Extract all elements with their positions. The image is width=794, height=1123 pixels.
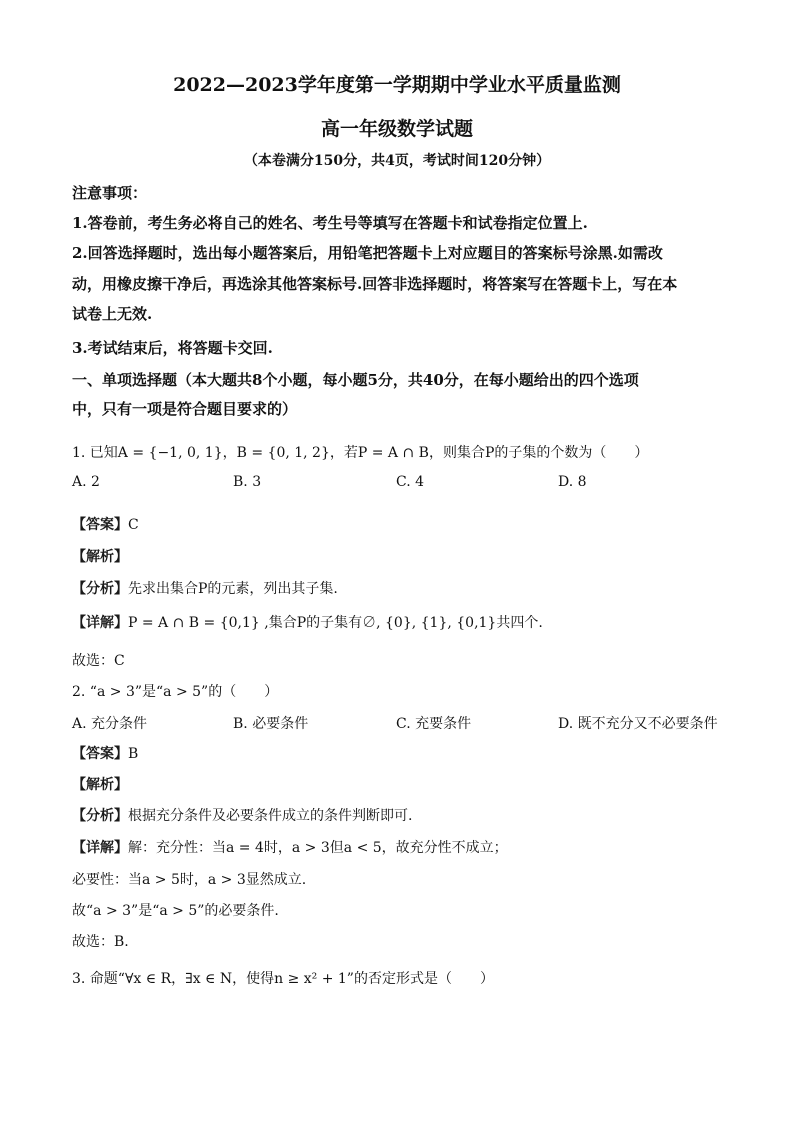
notice-item-2-line2: 动，用橡皮擦干净后，再选涂其他答案标号.回答非选择题时，将答案写在答题卡上，写在本 <box>72 275 678 293</box>
question-2-option-c: C. 充要条件 <box>396 716 472 732</box>
analysis-tag: 【解析】 <box>72 777 128 793</box>
question-3-stem: 3. 命题“∀x ∈ R，∃x ∈ N，使得n ≥ x² + 1”的否定形式是（ ） <box>72 971 494 987</box>
question-2-choose: 故选：B. <box>72 934 129 950</box>
answer-value: C <box>128 517 139 533</box>
fenxi-text: 先求出集合P的元素，列出其子集. <box>128 581 338 597</box>
question-1-detail <box>72 612 543 632</box>
notice-heading: 注意事项： <box>72 184 148 202</box>
fenxi-text: 根据充分条件及必要条件成立的条件判断即可. <box>128 808 413 824</box>
answer-tag: 【答案】 <box>72 517 128 533</box>
question-1-choose: 故选：C <box>72 653 125 669</box>
notice-item-2-line1: 2.回答选择题时，选出每小题答案后，用铅笔把答题卡上对应题目的答案标号涂黑.如需改 <box>72 244 663 262</box>
page-subtitle: 高一年级数学试题 <box>320 118 473 140</box>
question-1-analysis-tag <box>72 546 128 566</box>
question-1-stem: 1. 已知A = {−1, 0, 1}，B = {0, 1, 2}，若P = A ∩ B，则集合P的子集的个数为（ ） <box>72 445 649 461</box>
question-2-line3: 故“a > 3”是“a > 5”的必要条件. <box>72 903 279 919</box>
notice-item-2-line3: 试卷上无效. <box>72 305 153 323</box>
question-1-option-b: B. 3 <box>233 474 262 490</box>
question-2-fenxi <box>72 805 412 825</box>
notice-item-3: 3.考试结束后，将答题卡交回. <box>72 339 273 357</box>
detail-tag: 【详解】 <box>72 615 128 631</box>
answer-value: B <box>128 746 139 762</box>
exam-info: （本卷满分150分，共4页，考试时间120分钟） <box>243 153 551 169</box>
page-title: 2022—2023学年度第一学期期中学业水平质量监测 <box>173 74 621 96</box>
fenxi-tag: 【分析】 <box>72 581 128 597</box>
question-1-option-c: C. 4 <box>396 474 425 490</box>
answer-tag: 【答案】 <box>72 746 128 762</box>
question-1-option-a: A. 2 <box>72 474 100 490</box>
question-2-detail <box>72 837 508 857</box>
detail-tag: 【详解】 <box>72 840 128 856</box>
question-2-option-a: A. 充分条件 <box>72 716 148 732</box>
analysis-tag: 【解析】 <box>72 549 128 565</box>
notice-item-1: 1.答卷前，考生务必将自己的姓名、考生号等填写在答题卡和试卷指定位置上. <box>72 214 588 232</box>
question-2-stem: 2. “a > 3”是“a > 5”的（ ） <box>72 684 279 700</box>
question-2-option-d: D. 既不充分又不必要条件 <box>558 716 718 732</box>
question-1-fenxi <box>72 578 338 598</box>
section-heading-line2: 中，只有一项是符合题目要求的） <box>72 400 298 418</box>
detail-text: P = A ∩ B = {0,1} ,集合P的子集有∅, {0}, {1}, {0,1}共四个. <box>128 615 543 631</box>
question-1-answer <box>72 514 139 534</box>
question-2-option-b: B. 必要条件 <box>233 716 309 732</box>
detail-text: 解：充分性：当a = 4时，a > 3但a < 5，故充分性不成立； <box>128 840 508 856</box>
question-2-line2: 必要性：当a > 5时，a > 3显然成立. <box>72 872 307 888</box>
section-heading-line1: 一、单项选择题（本大题共8个小题，每小题5分，共40分，在每小题给出的四个选项 <box>72 371 639 389</box>
fenxi-tag: 【分析】 <box>72 808 128 824</box>
question-2-answer <box>72 743 138 763</box>
question-2-analysis-tag <box>72 774 128 794</box>
question-1-option-d: D. 8 <box>558 474 587 490</box>
